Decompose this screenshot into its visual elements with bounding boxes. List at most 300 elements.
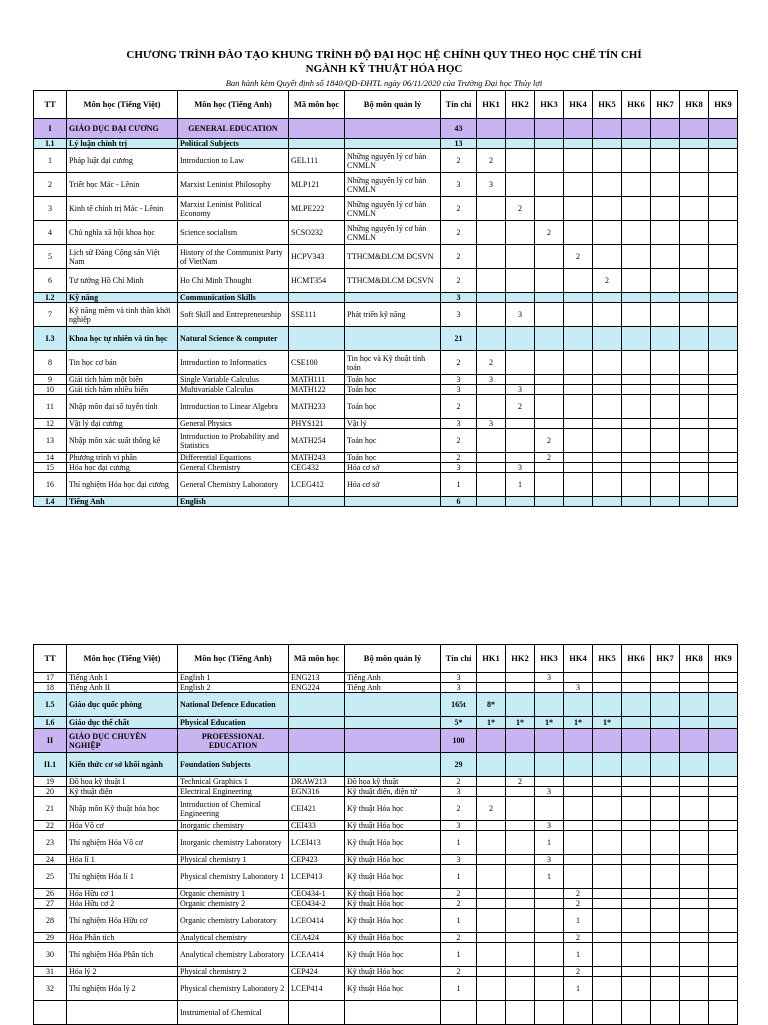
cell-row-number: 13 (34, 429, 67, 453)
cell-hk4 (564, 453, 593, 463)
cell-hk6 (622, 1001, 651, 1025)
column-header-hk4: HK4 (564, 645, 593, 673)
cell-hk5 (593, 797, 622, 821)
cell-course-name-en: General Chemistry Laboratory (178, 473, 289, 497)
cell-hk2: 1* (506, 717, 535, 729)
cell-course-name-vi: GIÁO DỤC ĐẠI CƯƠNG (67, 119, 178, 139)
cell-hk8 (680, 717, 709, 729)
cell-hk4: 2 (564, 967, 593, 977)
cell-credits: 165t (441, 693, 477, 717)
cell-credits: 1 (441, 473, 477, 497)
cell-course-name-vi: Nhập môn đại số tuyến tính (67, 395, 178, 419)
cell-hk8 (680, 173, 709, 197)
cell-hk8 (680, 139, 709, 149)
cell-credits: 1 (441, 943, 477, 967)
table-row (34, 831, 738, 855)
table-row (34, 173, 738, 197)
cell-credits: 29 (441, 753, 477, 777)
cell-hk1 (477, 865, 506, 889)
table-row (34, 909, 738, 933)
cell-hk5 (593, 753, 622, 777)
cell-hk9 (709, 395, 738, 419)
cell-row-number: 16 (34, 473, 67, 497)
cell-course-name-vi: GIÁO DỤC CHUYÊN NGHIỆP (67, 729, 178, 753)
column-header-hk5: HK5 (593, 645, 622, 673)
column-header-course-code: Mã môn học (289, 645, 345, 673)
cell-hk2 (506, 855, 535, 865)
cell-department (345, 139, 441, 149)
column-header-hk7: HK7 (651, 645, 680, 673)
column-header-hk9: HK9 (709, 645, 738, 673)
cell-hk2 (506, 977, 535, 1001)
cell-course-name-vi: Lý luận chính trị (67, 139, 178, 149)
cell-department: Toán học (345, 385, 441, 395)
column-header-credits: Tín chỉ (441, 91, 477, 119)
cell-hk7 (651, 395, 680, 419)
cell-hk9 (709, 1001, 738, 1025)
cell-department (345, 293, 441, 303)
cell-course-code: LCEI413 (289, 831, 345, 855)
cell-course-name-vi: Nhập môn Kỹ thuật hóa học (67, 797, 178, 821)
cell-course-name-vi: Hóa Hữu cơ 1 (67, 889, 178, 899)
cell-hk7 (651, 889, 680, 899)
cell-course-name-en: General Chemistry (178, 463, 289, 473)
column-header-row-number: TT (34, 645, 67, 673)
cell-hk8 (680, 269, 709, 293)
cell-hk5 (593, 831, 622, 855)
cell-hk7 (651, 293, 680, 303)
cell-hk5 (593, 419, 622, 429)
cell-hk5 (593, 683, 622, 693)
cell-credits: 3 (441, 419, 477, 429)
cell-hk1: 8* (477, 693, 506, 717)
cell-row-number: 20 (34, 787, 67, 797)
cell-hk9 (709, 293, 738, 303)
cell-hk3 (535, 119, 564, 139)
cell-hk2 (506, 693, 535, 717)
column-header-hk5: HK5 (593, 91, 622, 119)
cell-course-code: ENG213 (289, 673, 345, 683)
cell-course-name-en: General Physics (178, 419, 289, 429)
cell-course-code: CEP424 (289, 967, 345, 977)
cell-department: Toán học (345, 429, 441, 453)
cell-hk6 (622, 977, 651, 1001)
cell-hk4 (564, 777, 593, 787)
cell-hk3: 3 (535, 673, 564, 683)
cell-course-code: PHYS121 (289, 419, 345, 429)
cell-hk5 (593, 463, 622, 473)
cell-credits: 1 (441, 865, 477, 889)
cell-department: Kỹ thuật Hóa học (345, 943, 441, 967)
cell-course-name-en: Organic chemistry 1 (178, 889, 289, 899)
cell-row-number: 24 (34, 855, 67, 865)
section-row (34, 139, 738, 149)
cell-hk5 (593, 473, 622, 497)
cell-department: Kỹ thuật Hóa học (345, 831, 441, 855)
cell-hk2 (506, 797, 535, 821)
cell-row-number: 28 (34, 909, 67, 933)
cell-row-number: 23 (34, 831, 67, 855)
cell-hk7 (651, 197, 680, 221)
cell-department: Tin học và Kỹ thuật tính toán (345, 351, 441, 375)
cell-hk1: 3 (477, 375, 506, 385)
cell-hk9 (709, 173, 738, 197)
cell-hk5 (593, 139, 622, 149)
cell-hk5 (593, 943, 622, 967)
column-header-department: Bộ môn quản lý (345, 645, 441, 673)
cell-hk3 (535, 753, 564, 777)
cell-course-name-vi: Hóa Vô cơ (67, 821, 178, 831)
table-row (34, 473, 738, 497)
cell-hk4: 3 (564, 683, 593, 693)
cell-hk9 (709, 419, 738, 429)
cell-hk2 (506, 497, 535, 507)
cell-hk6 (622, 729, 651, 753)
cell-hk6 (622, 429, 651, 453)
cell-credits: 3 (441, 385, 477, 395)
cell-hk3: 2 (535, 429, 564, 453)
cell-hk5: 1* (593, 717, 622, 729)
cell-hk2: 3 (506, 385, 535, 395)
cell-hk7 (651, 119, 680, 139)
cell-credits: 2 (441, 889, 477, 899)
cell-course-name-vi: Hóa lí 1 (67, 855, 178, 865)
cell-hk4: 1 (564, 977, 593, 1001)
cell-credits: 2 (441, 453, 477, 463)
cell-course-name-vi: Kỹ năng mềm và tinh thần khởi nghiệp (67, 303, 178, 327)
cell-course-code: MATH111 (289, 375, 345, 385)
cell-hk3 (535, 729, 564, 753)
cell-hk3: 3 (535, 821, 564, 831)
cell-course-name-en: Physical chemistry 1 (178, 855, 289, 865)
cell-hk8 (680, 865, 709, 889)
cell-course-name-vi: Hóa Phân tích (67, 933, 178, 943)
cell-hk1 (477, 729, 506, 753)
cell-course-code (289, 497, 345, 507)
cell-hk5 (593, 293, 622, 303)
cell-course-code: CEO434-1 (289, 889, 345, 899)
cell-hk6 (622, 777, 651, 787)
cell-hk3 (535, 497, 564, 507)
cell-hk5 (593, 429, 622, 453)
cell-hk1 (477, 977, 506, 1001)
cell-hk1 (477, 245, 506, 269)
table-row (34, 375, 738, 385)
cell-hk4 (564, 351, 593, 375)
cell-hk3 (535, 797, 564, 821)
cell-hk9 (709, 967, 738, 977)
cell-hk5 (593, 245, 622, 269)
cell-course-name-en: Inorganic chemistry (178, 821, 289, 831)
cell-course-name-vi: Giải tích hàm một biến (67, 375, 178, 385)
curriculum-table-page-1 (33, 90, 738, 507)
cell-hk7 (651, 729, 680, 753)
cell-row-number: 11 (34, 395, 67, 419)
cell-hk3 (535, 375, 564, 385)
cell-hk6 (622, 149, 651, 173)
column-header-hk3: HK3 (535, 645, 564, 673)
cell-course-name-vi: Phương trình vi phân (67, 453, 178, 463)
cell-hk9 (709, 149, 738, 173)
cell-hk9 (709, 303, 738, 327)
cell-hk4 (564, 673, 593, 683)
cell-hk7 (651, 899, 680, 909)
cell-hk3 (535, 933, 564, 943)
cell-hk4 (564, 419, 593, 429)
program-name: NGÀNH KỸ THUẬT HÓA HỌC (305, 63, 463, 75)
cell-hk6 (622, 139, 651, 149)
section-row (34, 729, 738, 753)
cell-course-code: SSE111 (289, 303, 345, 327)
cell-hk8 (680, 943, 709, 967)
cell-department (345, 729, 441, 753)
cell-hk7 (651, 753, 680, 777)
cell-hk4 (564, 385, 593, 395)
cell-hk3 (535, 245, 564, 269)
cell-hk5 (593, 303, 622, 327)
cell-department: Kỹ thuật Hóa học (345, 821, 441, 831)
cell-hk4 (564, 831, 593, 855)
cell-hk8 (680, 797, 709, 821)
cell-hk6 (622, 395, 651, 419)
cell-course-name-en: English (178, 497, 289, 507)
document-header (0, 48, 768, 89)
cell-hk5 (593, 673, 622, 683)
cell-hk7 (651, 269, 680, 293)
cell-hk1 (477, 831, 506, 855)
cell-hk3: 1* (535, 717, 564, 729)
cell-course-name-en: English 1 (178, 673, 289, 683)
cell-course-name-vi: Thí nghiệm Hóa Hữu cơ (67, 909, 178, 933)
cell-hk5 (593, 221, 622, 245)
cell-hk8 (680, 753, 709, 777)
cell-credits: 5* (441, 717, 477, 729)
cell-department: Đồ họa kỹ thuật (345, 777, 441, 787)
cell-credits: 2 (441, 269, 477, 293)
cell-hk1: 3 (477, 173, 506, 197)
cell-hk6 (622, 473, 651, 497)
cell-department: TTHCM&ĐLCM ĐCSVN (345, 269, 441, 293)
cell-course-code: CEI433 (289, 821, 345, 831)
table-row (34, 797, 738, 821)
cell-course-code (289, 717, 345, 729)
table-row (34, 821, 738, 831)
cell-hk7 (651, 497, 680, 507)
cell-hk8 (680, 429, 709, 453)
cell-department: Hóa cơ sở (345, 463, 441, 473)
cell-course-code: MATH233 (289, 395, 345, 419)
cell-hk7 (651, 149, 680, 173)
cell-hk2: 2 (506, 395, 535, 419)
cell-row-number: I.1 (34, 139, 67, 149)
cell-hk4: 1* (564, 717, 593, 729)
cell-hk6 (622, 787, 651, 797)
cell-row-number: I.3 (34, 327, 67, 351)
cell-hk8 (680, 933, 709, 943)
cell-hk6 (622, 967, 651, 977)
cell-hk4: 1 (564, 909, 593, 933)
cell-course-name-en: PROFESSIONAL EDUCATION (178, 729, 289, 753)
cell-hk8 (680, 221, 709, 245)
table-row (34, 787, 738, 797)
cell-row-number: 3 (34, 197, 67, 221)
table-row (34, 673, 738, 683)
cell-hk1: 2 (477, 351, 506, 375)
cell-hk3 (535, 293, 564, 303)
cell-row-number: 31 (34, 967, 67, 977)
cell-hk4 (564, 473, 593, 497)
cell-department (345, 327, 441, 351)
cell-hk2: 3 (506, 463, 535, 473)
cell-hk2 (506, 245, 535, 269)
cell-hk7 (651, 351, 680, 375)
cell-department: TTHCM&ĐLCM ĐCSVN (345, 245, 441, 269)
section-row (34, 497, 738, 507)
cell-course-name-vi: Kinh tế chính trị Mác - Lênin (67, 197, 178, 221)
cell-course-name-vi: Tin học cơ bản (67, 351, 178, 375)
cell-hk4: 2 (564, 933, 593, 943)
cell-hk7 (651, 673, 680, 683)
cell-hk4 (564, 865, 593, 889)
cell-hk2 (506, 787, 535, 797)
cell-hk2 (506, 327, 535, 351)
cell-hk1 (477, 855, 506, 865)
cell-hk1 (477, 909, 506, 933)
cell-hk7 (651, 717, 680, 729)
cell-hk7 (651, 303, 680, 327)
cell-credits: 6 (441, 497, 477, 507)
cell-row-number: I.4 (34, 497, 67, 507)
table-row (34, 855, 738, 865)
cell-hk9 (709, 351, 738, 375)
cell-hk7 (651, 245, 680, 269)
cell-row-number: 26 (34, 889, 67, 899)
table-row (34, 303, 738, 327)
cell-department: Kỹ thuật điện, điện tử (345, 787, 441, 797)
cell-course-name-vi: Nhập môn xác suất thống kê (67, 429, 178, 453)
cell-course-name-en: Introduction to Linear Algebra (178, 395, 289, 419)
cell-hk3: 3 (535, 787, 564, 797)
cell-hk1 (477, 197, 506, 221)
cell-hk7 (651, 419, 680, 429)
cell-department: Phát triển kỹ năng (345, 303, 441, 327)
cell-hk9 (709, 729, 738, 753)
column-header-hk1: HK1 (477, 91, 506, 119)
cell-hk4 (564, 797, 593, 821)
cell-credits: 21 (441, 327, 477, 351)
cell-course-name-vi: Hóa học đại cương (67, 463, 178, 473)
cell-department: Toán học (345, 453, 441, 463)
cell-hk7 (651, 1001, 680, 1025)
cell-hk3 (535, 977, 564, 1001)
cell-course-name-en: Introduction to Law (178, 149, 289, 173)
cell-course-name-en: Physical chemistry 2 (178, 967, 289, 977)
cell-course-code: LCEP414 (289, 977, 345, 1001)
cell-hk3 (535, 197, 564, 221)
cell-hk3 (535, 943, 564, 967)
document-title: CHƯƠNG TRÌNH ĐÀO TẠO KHUNG TRÌNH ĐỘ ĐẠI HỌC HỆ CHÍNH QUY THEO HỌC CHẾ TÍN CHỈ (126, 49, 642, 61)
section-row (34, 293, 738, 303)
cell-course-code: DRAW213 (289, 777, 345, 787)
cell-course-code: GEL111 (289, 149, 345, 173)
cell-course-code: MLPE222 (289, 197, 345, 221)
cell-credits: 2 (441, 245, 477, 269)
cell-course-name-vi: Kỹ thuật điện (67, 787, 178, 797)
cell-hk7 (651, 463, 680, 473)
cell-hk3 (535, 777, 564, 787)
column-header-credits: Tín chỉ (441, 645, 477, 673)
cell-hk6 (622, 119, 651, 139)
cell-row-number: I.6 (34, 717, 67, 729)
cell-hk2 (506, 899, 535, 909)
cell-course-name-en: Physical chemistry Laboratory 2 (178, 977, 289, 1001)
cell-course-name-vi: Thí nghiệm Hóa Vô cơ (67, 831, 178, 855)
cell-course-code (289, 327, 345, 351)
cell-hk1 (477, 1001, 506, 1025)
cell-hk1 (477, 673, 506, 683)
cell-hk9 (709, 865, 738, 889)
cell-row-number: 2 (34, 173, 67, 197)
table-row (34, 777, 738, 787)
cell-hk1 (477, 497, 506, 507)
column-header-hk4: HK4 (564, 91, 593, 119)
cell-hk8 (680, 855, 709, 865)
cell-hk3: 2 (535, 453, 564, 463)
cell-course-code (289, 139, 345, 149)
cell-hk7 (651, 977, 680, 1001)
table-row (34, 865, 738, 889)
section-row (34, 753, 738, 777)
cell-hk6 (622, 463, 651, 473)
cell-course-code (289, 293, 345, 303)
cell-course-code: LCEG412 (289, 473, 345, 497)
cell-credits: 2 (441, 429, 477, 453)
cell-credits: 2 (441, 933, 477, 943)
cell-hk8 (680, 899, 709, 909)
cell-hk4 (564, 753, 593, 777)
cell-hk5 (593, 865, 622, 889)
cell-hk6 (622, 865, 651, 889)
cell-department: Kỹ thuật Hóa học (345, 899, 441, 909)
cell-hk1 (477, 933, 506, 943)
cell-hk2 (506, 293, 535, 303)
cell-hk7 (651, 473, 680, 497)
cell-hk7 (651, 787, 680, 797)
cell-row-number: 25 (34, 865, 67, 889)
cell-course-name-vi: Tiếng Anh II (67, 683, 178, 693)
cell-hk8 (680, 693, 709, 717)
cell-course-code: MLP121 (289, 173, 345, 197)
cell-hk3 (535, 1001, 564, 1025)
cell-hk9 (709, 119, 738, 139)
cell-course-code: HCMT354 (289, 269, 345, 293)
cell-hk1 (477, 293, 506, 303)
cell-row-number: I.5 (34, 693, 67, 717)
cell-hk3: 3 (535, 855, 564, 865)
cell-hk6 (622, 753, 651, 777)
cell-hk3: 1 (535, 831, 564, 855)
cell-course-name-en: Introduction of Chemical Engineering (178, 797, 289, 821)
cell-hk2 (506, 1001, 535, 1025)
cell-hk4: 2 (564, 889, 593, 899)
cell-course-name-en: National Defence Education (178, 693, 289, 717)
cell-hk3 (535, 303, 564, 327)
cell-course-name-en: Soft Skill and Entrepreneurship (178, 303, 289, 327)
cell-hk1 (477, 119, 506, 139)
table-row (34, 899, 738, 909)
cell-department: Những nguyên lý cơ bản CNMLN (345, 197, 441, 221)
cell-hk7 (651, 173, 680, 197)
